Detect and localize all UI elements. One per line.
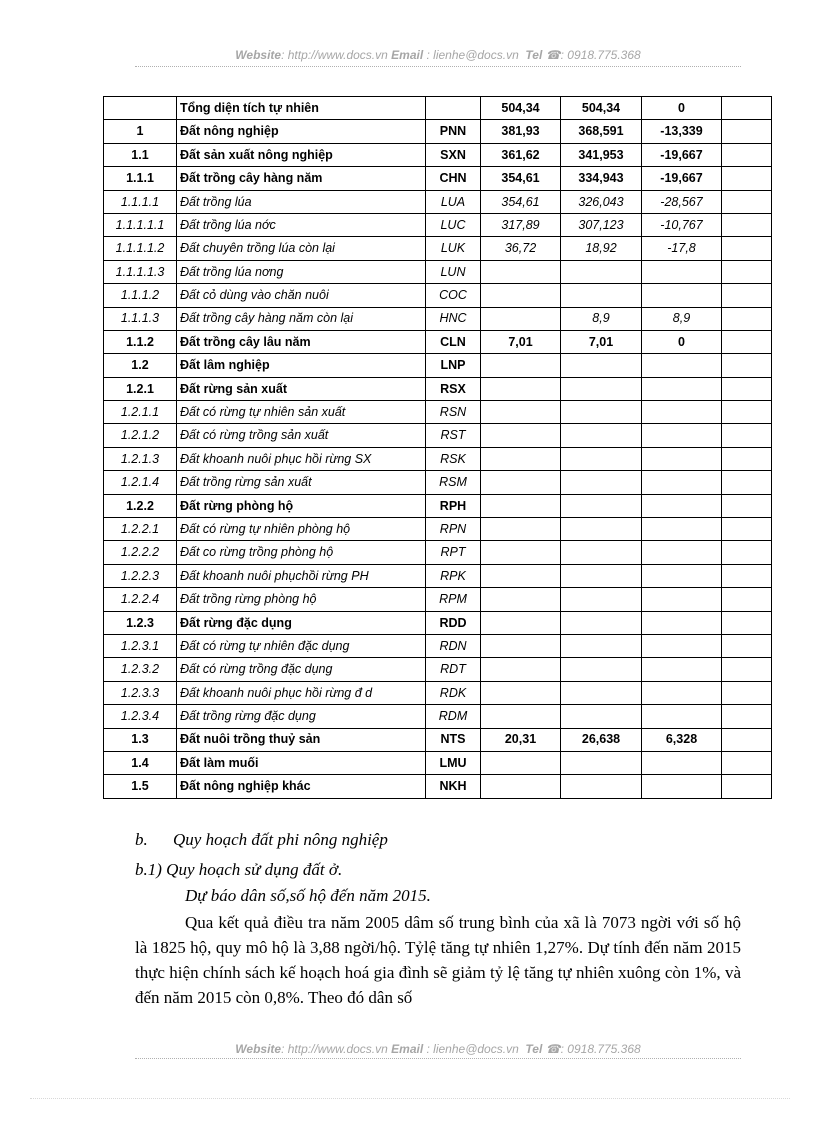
value-planned <box>561 424 642 447</box>
website-label: Website <box>235 48 282 62</box>
row-abbr: RDT <box>426 658 481 681</box>
table-row <box>104 237 772 260</box>
row-abbr: RSM <box>426 471 481 494</box>
table-row <box>104 354 772 377</box>
row-abbr: COC <box>426 284 481 307</box>
value-planned <box>561 354 642 377</box>
value-change: -19,667 <box>642 143 722 166</box>
row-code: 1.2 <box>104 354 177 377</box>
value-planned <box>561 564 642 587</box>
row-name: Đất có rừng tự nhiên đặc dụng <box>177 634 426 657</box>
value-note <box>722 728 772 751</box>
value-change: -28,567 <box>642 190 722 213</box>
row-abbr: CHN <box>426 167 481 190</box>
email-address[interactable]: : lienhe@docs.vn <box>423 48 519 62</box>
value-planned <box>561 658 642 681</box>
row-code: 1.2.2.3 <box>104 564 177 587</box>
row-name: Đất trồng rừng đặc dụng <box>177 705 426 728</box>
value-note <box>722 167 772 190</box>
row-abbr: LNP <box>426 354 481 377</box>
row-abbr: LUN <box>426 260 481 283</box>
row-name: Đất trồng lúa <box>177 190 426 213</box>
table-row <box>104 564 772 587</box>
row-abbr: RPT <box>426 541 481 564</box>
row-abbr: NTS <box>426 728 481 751</box>
value-note <box>722 330 772 353</box>
row-name: Đất trồng lúa nơng <box>177 260 426 283</box>
value-change <box>642 518 722 541</box>
value-current <box>481 564 561 587</box>
value-planned <box>561 588 642 611</box>
value-change <box>642 471 722 494</box>
value-change: -10,767 <box>642 213 722 236</box>
header-divider <box>135 66 741 67</box>
value-planned <box>561 447 642 470</box>
value-change <box>642 354 722 377</box>
row-name: Đất trồng rừng phòng hộ <box>177 588 426 611</box>
value-change <box>642 260 722 283</box>
value-change <box>642 681 722 704</box>
value-planned <box>561 611 642 634</box>
table-row <box>104 307 772 330</box>
value-current <box>481 541 561 564</box>
table-row <box>104 588 772 611</box>
value-change <box>642 751 722 774</box>
row-abbr: NKH <box>426 775 481 798</box>
value-note <box>722 143 772 166</box>
value-note <box>722 307 772 330</box>
row-abbr: RPM <box>426 588 481 611</box>
value-note <box>722 471 772 494</box>
row-name: Đất khoanh nuôi phụchồi rừng PH <box>177 564 426 587</box>
table-row <box>104 634 772 657</box>
value-planned: 504,34 <box>561 97 642 120</box>
row-name: Đất rừng sản xuất <box>177 377 426 400</box>
table-row <box>104 471 772 494</box>
value-change <box>642 284 722 307</box>
value-change <box>642 611 722 634</box>
value-current <box>481 775 561 798</box>
value-planned: 7,01 <box>561 330 642 353</box>
row-abbr: RPH <box>426 494 481 517</box>
tel-label: Tel <box>525 48 543 62</box>
row-code: 1.5 <box>104 775 177 798</box>
value-change <box>642 658 722 681</box>
row-code: 1.1.1.1.3 <box>104 260 177 283</box>
row-code: 1.2.3.3 <box>104 681 177 704</box>
section-title: Quy hoạch đất phi nông nghiệp <box>173 830 388 849</box>
row-code: 1.2.2.4 <box>104 588 177 611</box>
value-planned: 307,123 <box>561 213 642 236</box>
value-planned: 334,943 <box>561 167 642 190</box>
row-code: 1.2.2.2 <box>104 541 177 564</box>
value-note <box>722 284 772 307</box>
row-name: Đất có rừng tự nhiên sản xuất <box>177 401 426 424</box>
value-planned <box>561 751 642 774</box>
row-name: Đất co rừng trồng phòng hộ <box>177 541 426 564</box>
value-planned <box>561 377 642 400</box>
row-name: Đất nông nghiệp <box>177 120 426 143</box>
value-current <box>481 681 561 704</box>
value-note <box>722 260 772 283</box>
row-name: Đất trồng lúa nớc <box>177 213 426 236</box>
body-paragraph <box>135 910 741 1010</box>
row-code: 1.1.1.1.1 <box>104 213 177 236</box>
table-row <box>104 424 772 447</box>
value-note <box>722 611 772 634</box>
row-abbr: RDK <box>426 681 481 704</box>
table-row <box>104 143 772 166</box>
table-row <box>104 190 772 213</box>
page-footer <box>135 1042 741 1056</box>
value-change: -13,339 <box>642 120 722 143</box>
paragraph-text: Qua kết quả điều tra năm 2005 dâm số trung bình của xã là 7073 ngời với số hộ là 1825 hộ, quy mô hộ là 3,88 ngời/hộ. Tỷlệ tăng tự nhiên 1,27%. Dự tính đến năm 2015 thực hiện chính sách kế hoạch hoá gia đình sẽ giảm tỷ lệ tăng tự nhiên xuông còn 1%, và đến năm 2015 còn 0,8%. Theo đó dân số <box>135 913 741 1007</box>
row-name: Đất cỏ dùng vào chăn nuôi <box>177 284 426 307</box>
tel-label: Tel <box>525 1042 543 1056</box>
page-header <box>135 48 741 62</box>
value-note <box>722 564 772 587</box>
value-note <box>722 518 772 541</box>
value-current <box>481 471 561 494</box>
row-abbr: PNN <box>426 120 481 143</box>
row-name: Đất có rừng trồng sản xuất <box>177 424 426 447</box>
row-name: Đất có rừng tự nhiên phòng hộ <box>177 518 426 541</box>
row-code: 1.1.1.1.2 <box>104 237 177 260</box>
row-abbr: HNC <box>426 307 481 330</box>
value-current <box>481 307 561 330</box>
row-abbr: RDN <box>426 634 481 657</box>
value-current <box>481 401 561 424</box>
table-row <box>104 447 772 470</box>
row-code: 1.1.1.2 <box>104 284 177 307</box>
row-abbr <box>426 97 481 120</box>
value-note <box>722 97 772 120</box>
table-row <box>104 775 772 798</box>
value-note <box>722 681 772 704</box>
table-row <box>104 260 772 283</box>
row-name: Đất trồng cây hàng năm còn lại <box>177 307 426 330</box>
value-change: 8,9 <box>642 307 722 330</box>
email-label: Email <box>391 1042 424 1056</box>
row-code: 1.2.1.1 <box>104 401 177 424</box>
value-note <box>722 658 772 681</box>
row-abbr: SXN <box>426 143 481 166</box>
row-code: 1.1.1.3 <box>104 307 177 330</box>
value-current <box>481 447 561 470</box>
row-name: Đất rừng phòng hộ <box>177 494 426 517</box>
table-row <box>104 120 772 143</box>
row-code: 1.2.3.2 <box>104 658 177 681</box>
row-abbr: RPN <box>426 518 481 541</box>
section-label: b. <box>135 830 148 849</box>
value-note <box>722 751 772 774</box>
value-note <box>722 705 772 728</box>
value-planned <box>561 260 642 283</box>
value-planned <box>561 705 642 728</box>
value-current <box>481 284 561 307</box>
value-planned: 18,92 <box>561 237 642 260</box>
row-name: Đất chuyên trồng lúa còn lại <box>177 237 426 260</box>
value-note <box>722 213 772 236</box>
footer-divider <box>135 1058 741 1059</box>
row-name: Đất khoanh nuôi phục hồi rừng đ d <box>177 681 426 704</box>
value-planned <box>561 494 642 517</box>
value-current <box>481 658 561 681</box>
value-current <box>481 588 561 611</box>
table-row <box>104 167 772 190</box>
email-label: Email <box>391 48 424 62</box>
value-note <box>722 424 772 447</box>
value-change: 0 <box>642 97 722 120</box>
value-change <box>642 634 722 657</box>
row-name: Đất sản xuất nông nghiệp <box>177 143 426 166</box>
row-name: Đất khoanh nuôi phục hồi rừng SX <box>177 447 426 470</box>
value-note <box>722 775 772 798</box>
row-abbr: LUK <box>426 237 481 260</box>
table-row <box>104 705 772 728</box>
email-address[interactable]: : lienhe@docs.vn <box>423 1042 519 1056</box>
website-label: Website <box>235 1042 282 1056</box>
phone-icon: ☎ <box>545 1042 561 1056</box>
table-row <box>104 681 772 704</box>
subsubsection-heading: Dự báo dân số,số hộ đến năm 2015. <box>185 886 431 905</box>
value-planned <box>561 401 642 424</box>
value-current <box>481 611 561 634</box>
phone-icon: ☎ <box>545 48 561 62</box>
row-code: 1.2.2 <box>104 494 177 517</box>
row-code: 1.2.2.1 <box>104 518 177 541</box>
row-code <box>104 97 177 120</box>
value-change <box>642 705 722 728</box>
value-current <box>481 260 561 283</box>
value-planned: 341,953 <box>561 143 642 166</box>
value-planned <box>561 681 642 704</box>
value-note <box>722 354 772 377</box>
row-code: 1.2.1.3 <box>104 447 177 470</box>
value-planned: 8,9 <box>561 307 642 330</box>
value-current <box>481 518 561 541</box>
value-note <box>722 541 772 564</box>
value-current <box>481 424 561 447</box>
table-row <box>104 751 772 774</box>
table-row <box>104 401 772 424</box>
row-name: Đất trồng rừng sản xuất <box>177 471 426 494</box>
row-code: 1.3 <box>104 728 177 751</box>
table-row <box>104 518 772 541</box>
table-row <box>104 541 772 564</box>
value-planned: 26,638 <box>561 728 642 751</box>
row-code: 1.4 <box>104 751 177 774</box>
value-note <box>722 494 772 517</box>
row-code: 1.2.3 <box>104 611 177 634</box>
tel-number: : 0918.775.368 <box>560 1042 641 1056</box>
value-change: 6,328 <box>642 728 722 751</box>
row-abbr: RPK <box>426 564 481 587</box>
value-change: -19,667 <box>642 167 722 190</box>
table-row <box>104 611 772 634</box>
row-name: Đất nuôi trồng thuỷ sản <box>177 728 426 751</box>
website-url[interactable]: : http://www.docs.vn <box>281 1042 388 1056</box>
table-row <box>104 728 772 751</box>
value-current: 354,61 <box>481 190 561 213</box>
subsection-heading: b.1) Quy hoạch sử dụng đất ở. <box>135 860 343 879</box>
row-code: 1 <box>104 120 177 143</box>
table-row <box>104 213 772 236</box>
row-abbr: RSX <box>426 377 481 400</box>
value-change <box>642 401 722 424</box>
table-row <box>104 97 772 120</box>
value-planned <box>561 471 642 494</box>
value-planned <box>561 541 642 564</box>
table-row <box>104 377 772 400</box>
row-abbr: RSN <box>426 401 481 424</box>
value-change: -17,8 <box>642 237 722 260</box>
table-row <box>104 658 772 681</box>
row-code: 1.2.3.1 <box>104 634 177 657</box>
value-current: 20,31 <box>481 728 561 751</box>
value-current: 7,01 <box>481 330 561 353</box>
row-name: Đất có rừng trồng đặc dụng <box>177 658 426 681</box>
value-current: 317,89 <box>481 213 561 236</box>
value-change <box>642 377 722 400</box>
value-change <box>642 775 722 798</box>
row-abbr: RSK <box>426 447 481 470</box>
value-current <box>481 634 561 657</box>
row-abbr: LMU <box>426 751 481 774</box>
value-planned <box>561 775 642 798</box>
row-name: Đất làm muối <box>177 751 426 774</box>
value-current: 381,93 <box>481 120 561 143</box>
page-edge-line <box>30 1098 790 1099</box>
value-planned <box>561 518 642 541</box>
tel-number: : 0918.775.368 <box>560 48 641 62</box>
row-name: Đất trồng cây lâu năm <box>177 330 426 353</box>
value-note <box>722 634 772 657</box>
row-code: 1.1.2 <box>104 330 177 353</box>
row-code: 1.2.1.4 <box>104 471 177 494</box>
value-planned <box>561 284 642 307</box>
value-change <box>642 588 722 611</box>
value-change <box>642 541 722 564</box>
value-current <box>481 354 561 377</box>
value-note <box>722 377 772 400</box>
value-change <box>642 564 722 587</box>
row-name: Đất nông nghiệp khác <box>177 775 426 798</box>
value-current <box>481 751 561 774</box>
row-abbr: RDD <box>426 611 481 634</box>
row-abbr: RST <box>426 424 481 447</box>
row-code: 1.1 <box>104 143 177 166</box>
value-note <box>722 237 772 260</box>
land-use-table <box>103 96 772 799</box>
row-abbr: LUA <box>426 190 481 213</box>
value-change: 0 <box>642 330 722 353</box>
value-change <box>642 447 722 470</box>
value-note <box>722 588 772 611</box>
value-current <box>481 377 561 400</box>
value-planned <box>561 634 642 657</box>
value-change <box>642 424 722 447</box>
row-name: Đất rừng đặc dụng <box>177 611 426 634</box>
table-row <box>104 494 772 517</box>
row-code: 1.1.1.1 <box>104 190 177 213</box>
row-code: 1.1.1 <box>104 167 177 190</box>
row-name: Tổng diện tích tự nhiên <box>177 97 426 120</box>
value-current <box>481 494 561 517</box>
row-abbr: LUC <box>426 213 481 236</box>
row-abbr: CLN <box>426 330 481 353</box>
table-row <box>104 284 772 307</box>
website-url[interactable]: : http://www.docs.vn <box>281 48 388 62</box>
value-current: 354,61 <box>481 167 561 190</box>
row-code: 1.2.1.2 <box>104 424 177 447</box>
row-name: Đất trồng cây hàng năm <box>177 167 426 190</box>
value-note <box>722 120 772 143</box>
value-planned: 326,043 <box>561 190 642 213</box>
value-note <box>722 190 772 213</box>
table-row <box>104 330 772 353</box>
value-note <box>722 401 772 424</box>
value-planned: 368,591 <box>561 120 642 143</box>
value-current: 36,72 <box>481 237 561 260</box>
row-code: 1.2.3.4 <box>104 705 177 728</box>
value-current: 504,34 <box>481 97 561 120</box>
row-code: 1.2.1 <box>104 377 177 400</box>
row-abbr: RDM <box>426 705 481 728</box>
value-current: 361,62 <box>481 143 561 166</box>
value-note <box>722 447 772 470</box>
row-name: Đất lâm nghiệp <box>177 354 426 377</box>
section-heading <box>135 830 741 850</box>
value-current <box>481 705 561 728</box>
value-change <box>642 494 722 517</box>
